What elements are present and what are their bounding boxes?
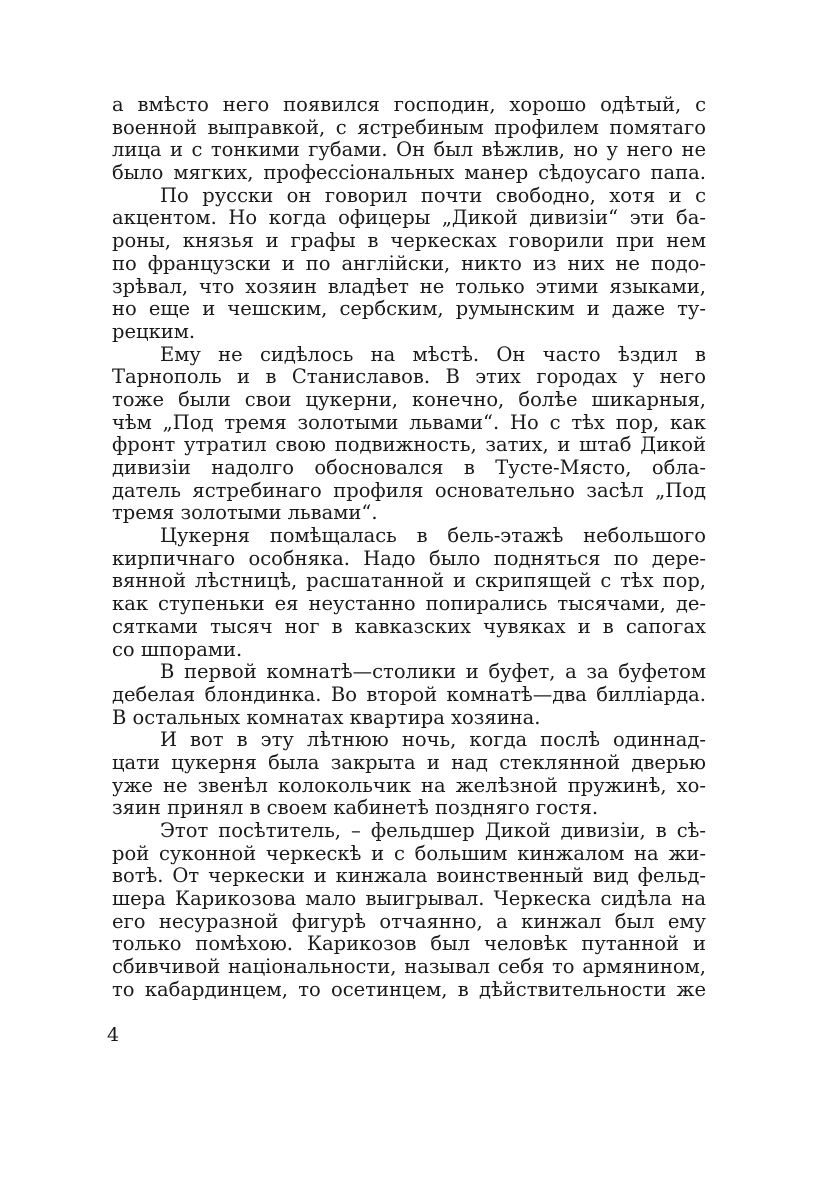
text-line: рецким.: [112, 319, 196, 343]
text-line: В остальных комнатах квартира хозяина.: [112, 705, 541, 729]
text-line: шера Карикозова мало выигрывал. Черкеска сидѣла на: [112, 887, 706, 911]
text-line: зрѣвал, что хозяин владѣет не только этими языками,: [112, 274, 706, 298]
text-line: а вмѣсто него появился господин, хорошо одѣтый, с: [112, 93, 706, 116]
text-line: чѣм „Под тремя золотыми львами“. Но с тѣх пор, как: [112, 410, 706, 434]
text-line: рой суконной черкескѣ и с большим кинжалом на жи-: [112, 841, 706, 865]
text-line: И вот в эту лѣтнюю ночь, когда послѣ одиннад-: [160, 728, 706, 752]
text-line: военной выправкой, с ястребиным профилем помятаго: [112, 115, 706, 139]
text-line: было мягких, профессіональных манер сѣдоусаго папа.: [112, 161, 706, 185]
text-line: только помѣхою. Карикозов был человѣк путанной и: [112, 932, 706, 956]
text-line: дивизіи надолго обосновался в Тусте-Място, обла-: [112, 456, 706, 479]
text-line: цати цукерня была закрыта и над стеклянной дверью: [112, 750, 706, 774]
text-line: Тарнополь и в Станиславов. В этих городах у него: [112, 365, 706, 389]
text-line: дебелая блондинка. Во второй комнатѣ—два билліарда.: [112, 682, 706, 706]
text-line: сятками тысяч ног в кавказских чувяках и в сапогах: [112, 614, 706, 638]
text-line: Ему не сидѣлось на мѣстѣ. Он часто ѣздил в: [160, 342, 706, 366]
text-line: фронт утратил свою подвижность, затих, и штаб Дикой: [112, 433, 706, 457]
text-line: сбивчивой національности, называл себя то армянином,: [112, 955, 706, 979]
text-line: лица и с тонкими губами. Он был вѣжлив, но у него не: [112, 138, 706, 162]
text-line: но еще и чешским, сербским, румынским и даже ту-: [112, 297, 706, 321]
text-line: По русски он говорил почти свободно, хотя и с: [160, 183, 706, 207]
text-line: датель ястребинаго профиля основательно засѣл „Под: [112, 478, 706, 502]
text-line: тоже были свои цукерни, конечно, болѣе шикарныя,: [112, 387, 706, 411]
text-line: зяин принял в своем кабинетѣ поздняго гостя.: [112, 796, 599, 820]
page-number: 4: [107, 1024, 120, 1046]
text-line: В первой комнатѣ—столики и буфет, а за буфетом: [160, 660, 706, 684]
text-line: как ступеньки ея неустанно попирались тысячами, де-: [112, 592, 706, 616]
text-line: со шпорами.: [112, 637, 243, 661]
text-line: то кабардинцем, то осетинцем, в дѣйствительности же: [112, 977, 706, 1001]
text-line: акцентом. Но когда офицеры „Дикой дивизіи“ эти ба-: [112, 206, 706, 230]
text-line: Цукерня помѣщалась в бель-этажѣ небольшого: [160, 524, 706, 548]
text-line: его несуразной фигурѣ отчаянно, а кинжал был ему: [112, 909, 706, 933]
text-line: по французски и по англійски, никто из них не подо-: [112, 251, 706, 275]
text-line: роны, князья и графы в черкесках говорили при нем: [112, 229, 706, 253]
body-text: [112, 94, 706, 1002]
text-line: вянной лѣстницѣ, расшатанной и скрипящей с тѣх пор,: [112, 569, 706, 593]
text-line: вотѣ. От черкески и кинжала воинственный вид фельд-: [112, 864, 706, 888]
text-line: Этот посѣтитель, – фельдшер Дикой дивизіи, в сѣ-: [160, 819, 706, 842]
text-line: тремя золотыми львами“.: [112, 501, 378, 525]
text-line: кирпичнаго особняка. Надо было подняться по дере-: [112, 546, 706, 570]
text-line: уже не звенѣл колокольчик на желѣзной пружинѣ, хо-: [112, 773, 706, 797]
